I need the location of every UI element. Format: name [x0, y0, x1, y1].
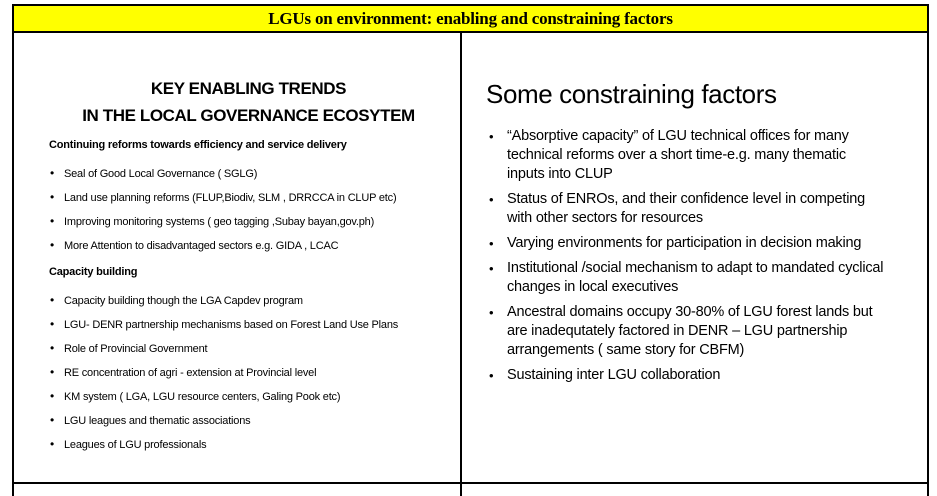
- list-item: • Improving monitoring systems ( geo tagging ,Subay bayan,gov.ph): [49, 216, 448, 228]
- constraining-factors-panel: [462, 33, 927, 482]
- list-item: • Sustaining inter LGU collaboration: [486, 366, 886, 385]
- content-row: [12, 33, 929, 484]
- list-item: • “Absorptive capacity” of LGU technical offices for many technical reforms over a short time-e.g. many thematic inputs into CLUP: [486, 127, 886, 184]
- slide-table: [12, 4, 929, 496]
- list-item: • Land use planning reforms (FLUP,Biodiv, SLM , DRRCCA in CLUP etc): [49, 192, 448, 204]
- list-item: • Institutional /social mechanism to adapt to mandated cyclical changes in local executives: [486, 259, 886, 297]
- list-item: • More Attention to disadvantaged sectors e.g. GIDA , LCAC: [49, 240, 448, 252]
- section-heading-capacity: Capacity building: [49, 266, 138, 278]
- list-item: • Role of Provincial Government: [49, 343, 448, 355]
- list-item: • Seal of Good Local Governance ( SGLG): [49, 168, 448, 180]
- section-heading-reforms: Continuing reforms towards efficiency and service delivery: [49, 139, 347, 151]
- title-bar: [12, 4, 929, 33]
- constraints-bullet-list: [486, 127, 886, 385]
- list-item: • Ancestral domains occupy 30-80% of LGU forest lands but are inadequtately factored in DENR – LGU partnership arrangements ( same story for CBFM): [486, 303, 886, 360]
- left-heading-line2: IN THE LOCAL GOVERNANCE ECOSYTEM: [82, 106, 415, 125]
- slide-title: LGUs on environment: enabling and constraining factors: [268, 8, 673, 28]
- list-item: • LGU leagues and thematic associations: [49, 415, 448, 427]
- list-item: • KM system ( LGA, LGU resource centers, Galing Pook etc): [49, 391, 448, 403]
- next-row-left-cell: [14, 484, 462, 496]
- left-panel-heading: [49, 75, 448, 129]
- list-item: • Capacity building though the LGA Capdev program: [49, 295, 448, 307]
- list-item: • RE concentration of agri - extension at Provincial level: [49, 367, 448, 379]
- list-item: • Status of ENROs, and their confidence level in competing with other sectors for resources: [486, 190, 886, 228]
- capacity-bullet-list: [49, 295, 448, 451]
- left-heading-line1: KEY ENABLING TRENDS: [150, 79, 347, 98]
- right-panel-heading: Some constraining factors: [486, 79, 777, 109]
- list-item: • Leagues of LGU professionals: [49, 439, 448, 451]
- list-item: • Varying environments for participation in decision making: [486, 234, 886, 253]
- reforms-bullet-list: [49, 168, 448, 252]
- enabling-trends-panel: [14, 33, 462, 482]
- list-item: • LGU- DENR partnership mechanisms based on Forest Land Use Plans: [49, 319, 448, 331]
- next-row-right-cell: [462, 484, 927, 496]
- next-row-partial: [12, 484, 929, 496]
